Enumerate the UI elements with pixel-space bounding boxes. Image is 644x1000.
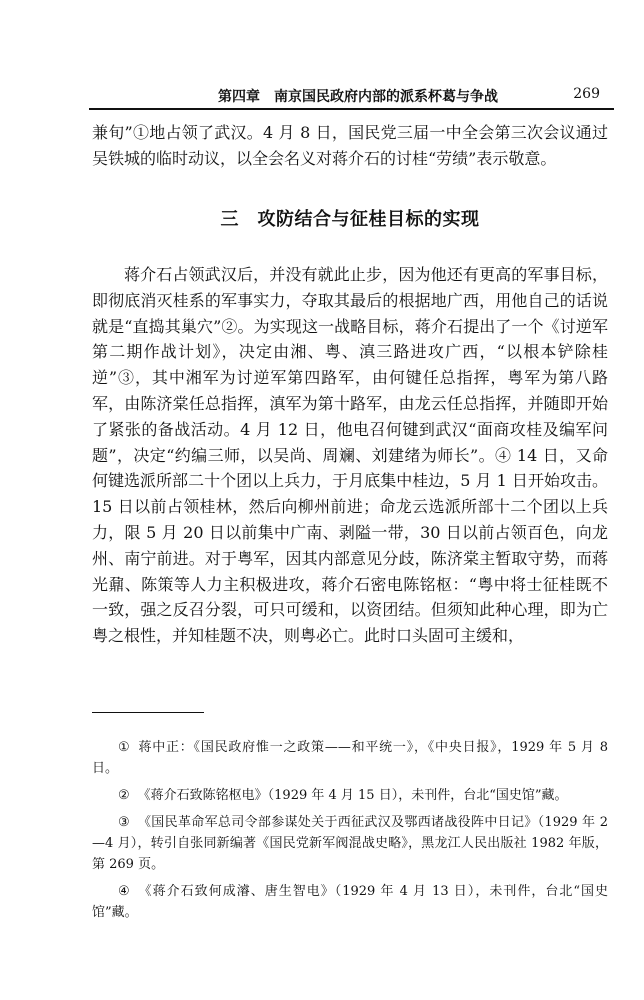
footnote-rule bbox=[92, 712, 204, 713]
footnote-3 bbox=[92, 812, 608, 875]
footnotes-list bbox=[92, 737, 608, 929]
running-header bbox=[92, 86, 612, 108]
carryover-paragraph: 兼旬”①地占领了武汉。4 月 8 日，国民党三届一中全会第三次会议通过吴铁城的临时动议，以全会名义对蒋介石的讨桂“劳绩”表示敬意。 bbox=[92, 123, 608, 168]
footnote-1 bbox=[92, 737, 608, 779]
section-heading: 三 攻防结合与征桂目标的实现 bbox=[220, 209, 480, 230]
footnote-text: 《蒋介石致陈铭枢电》（1929 年 4 月 15 日），未刊件，台北“国史馆”藏。 bbox=[137, 788, 568, 803]
footnote-marker: ① bbox=[118, 740, 131, 755]
footnote-marker: ② bbox=[118, 788, 130, 803]
footnote-marker: ③ bbox=[118, 815, 130, 830]
chapter-title: 第四章 南京国民政府内部的派系杯葛与争战 bbox=[218, 89, 498, 105]
footnote-text: 蒋中正：《国民政府惟一之政策——和平统一》，《中央日报》，1929 年 5 月 8 日。 bbox=[92, 740, 609, 776]
header-rule bbox=[89, 108, 614, 110]
footnote-text: 《国民革命军总司令部参谋处关于西征武汉及鄂西诸战役阵中日记》（1929 年 2—4 月），转引自张同新编著《国民党新军阀混战史略》，黑龙江人民出版社 1982 年版，第 269 页。 bbox=[92, 815, 609, 872]
footnote-4 bbox=[92, 881, 608, 923]
page-number: 269 bbox=[573, 86, 600, 102]
footnote-2 bbox=[92, 785, 608, 806]
footnote-marker: ④ bbox=[118, 884, 131, 899]
footnote-text: 《蒋介石致何成濬、唐生智电》（1929 年 4 月 13 日），未刊件，台北“国史馆”藏。 bbox=[92, 884, 608, 920]
main-paragraph: 蒋介石占领武汉后，并没有就此止步，因为他还有更高的军事目标，即彻底消灭桂系的军事实力，夺取其最后的根据地广西，用他自己的话说就是“直捣其巢穴”②。为实现这一战略目标，蒋介石提出了一个《讨逆军第二期作战计划》，决定由湘、粤、滇三路进攻广西，“以根本铲除桂逆”③，其中湘军为讨逆军第四路军，由何键任总指挥，粤军为第八路军，由陈济棠任总指挥，滇军为第十路军，由龙云任总指挥，并随即开始了紧张的备战活动。4 月 12 日，他电召何键到武汉“面商攻桂及编军问题”，决定“约编三师，以吴尚、周斓、刘建绪为师长”。④ 14 日，又命何键选派所部二十个团以上兵力，于月底集中桂边，5 月 1 日开始攻击。15 日以前占领桂林，然后向柳州前进；命龙云选派所部十二个团以上兵力，限 5 月 20 日以前集中广南、剥隘一带，30 日以前占领百色，向龙州、南宁前进。对于粤军，因其内部意见分歧，陈济棠主暂取守势，而蒋光鼐、陈策等人力主积极进攻，蒋介石密电陈铭枢：“粤中将士征桂既不一致，强之反召分裂，可只可缓和，以资团结。但须知此种心理，即为亡粤之根性，并知桂题不决，则粤必亡。此时口头固可主缓和， bbox=[92, 265, 608, 646]
